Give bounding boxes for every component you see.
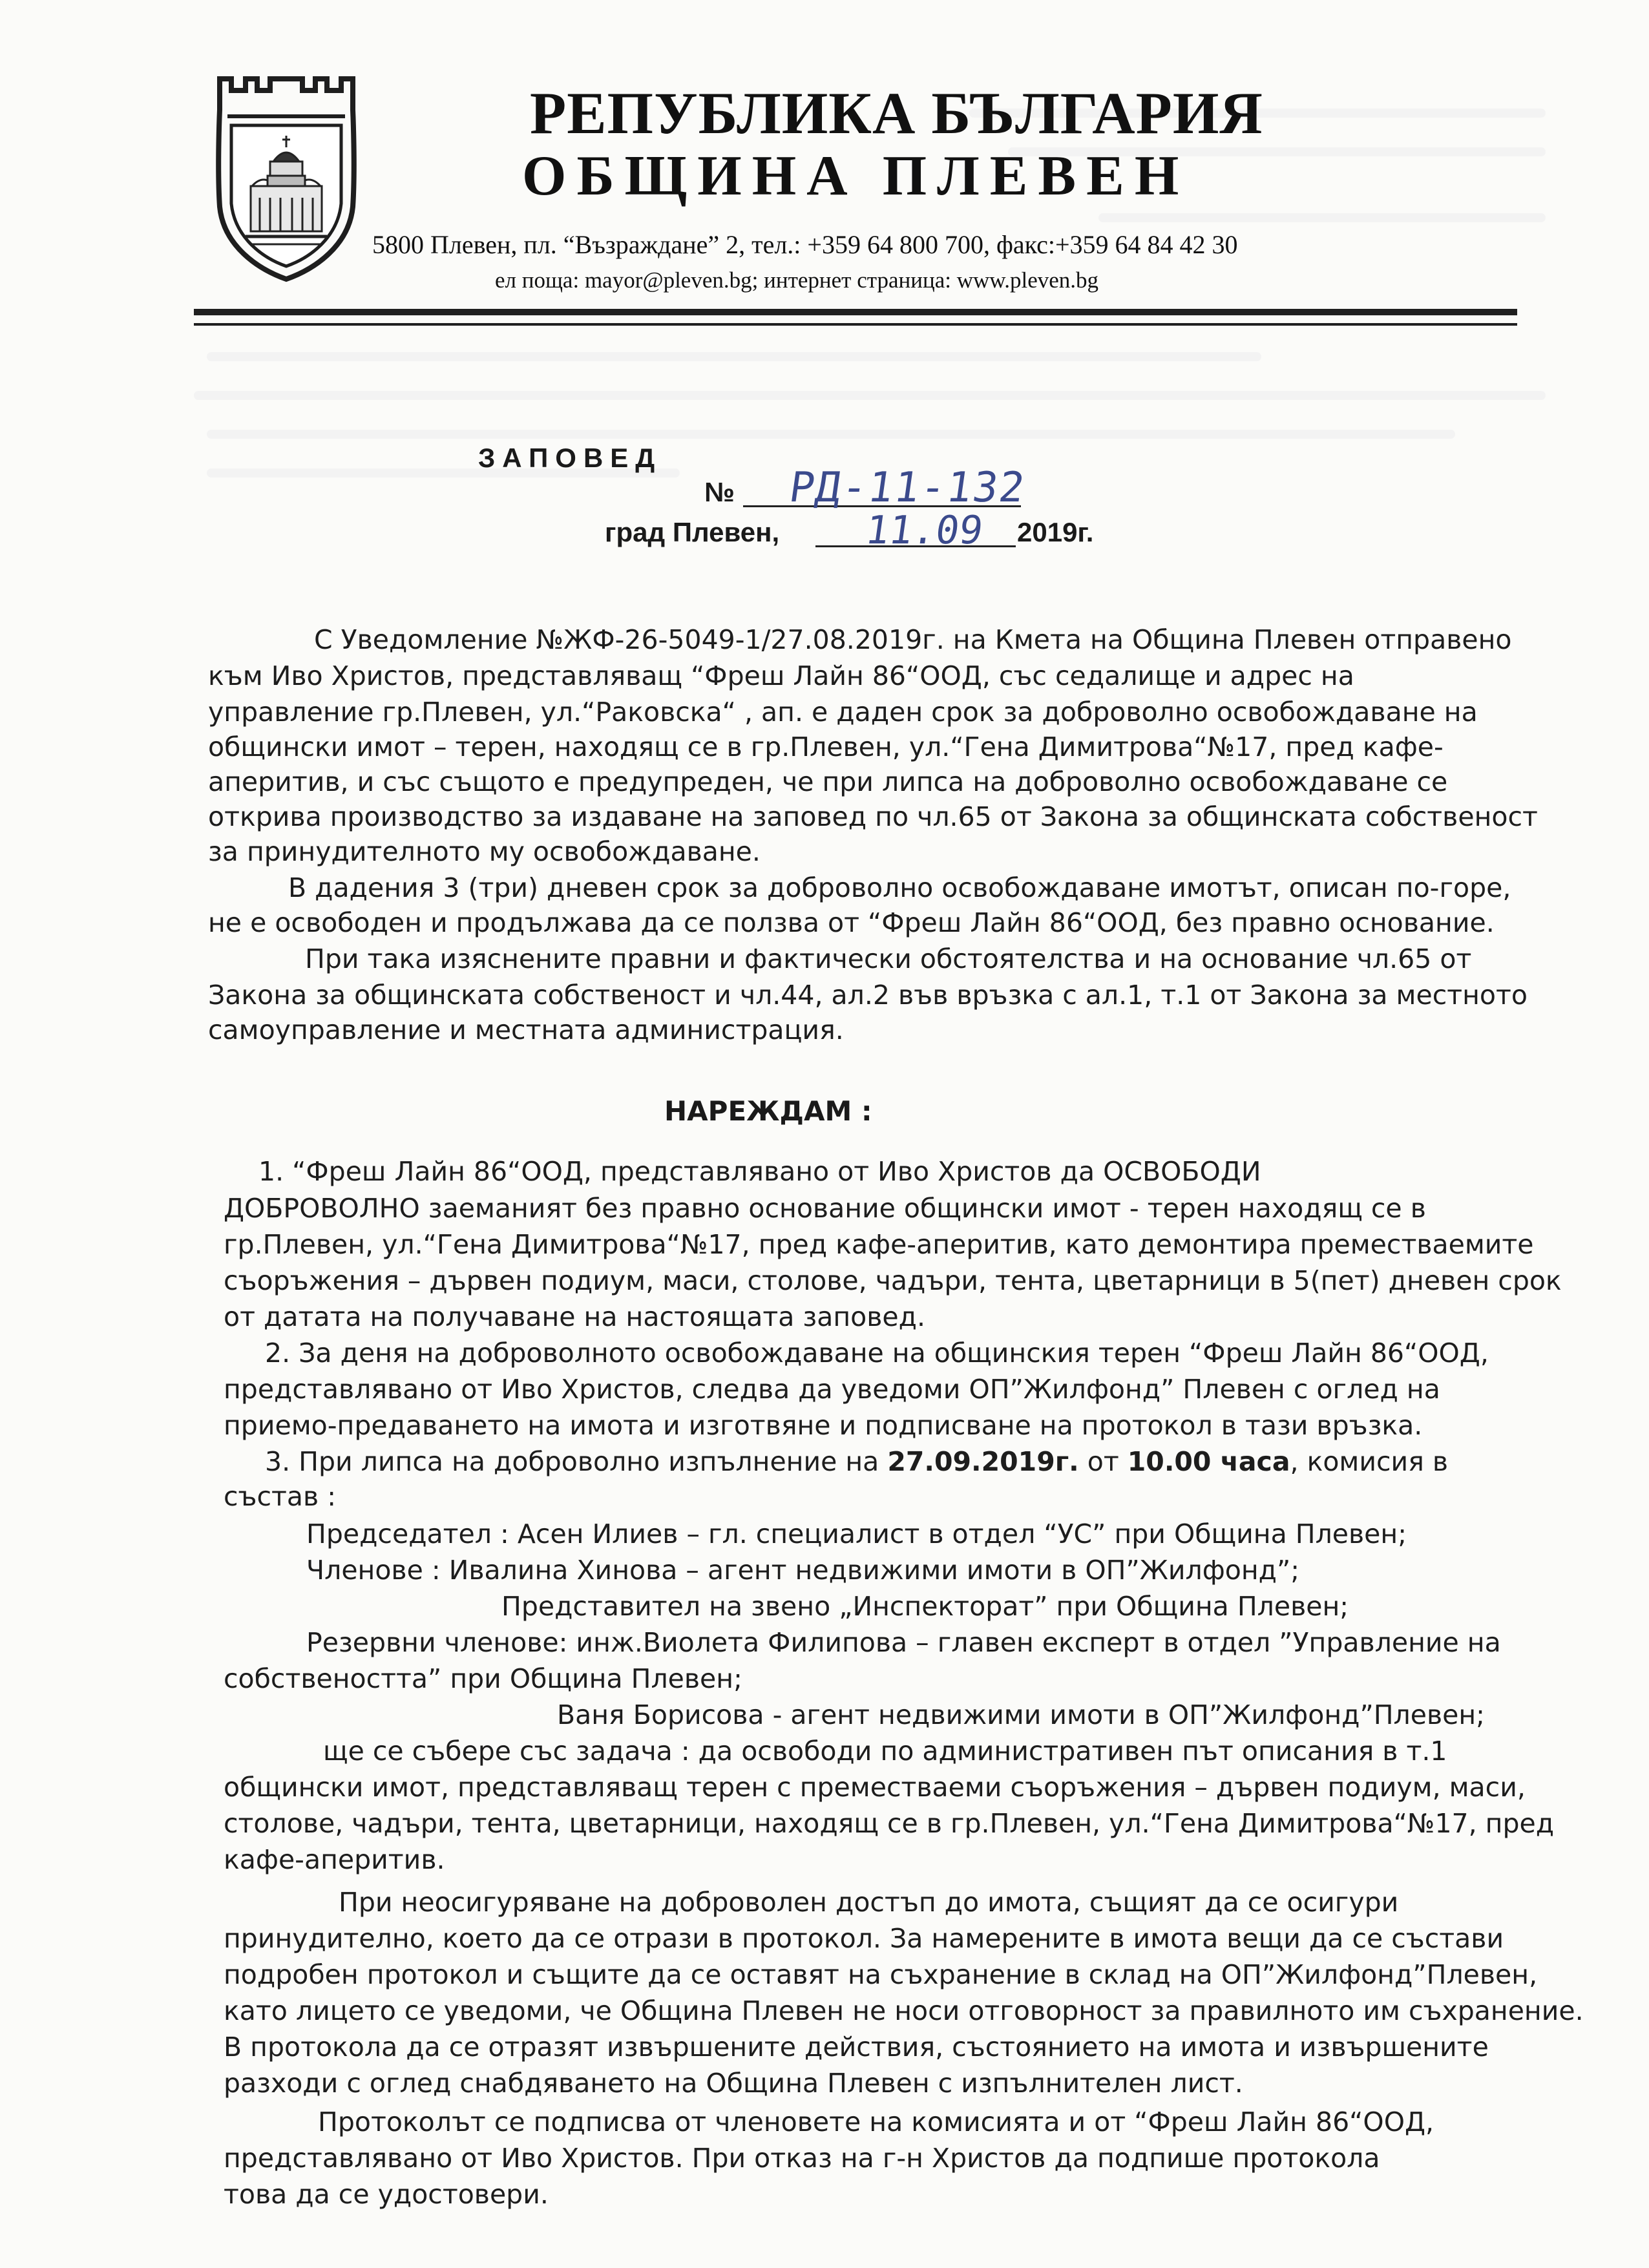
preamble-line: управление гр.Плевен, ул.“Раковска“ , ап. е даден срок за доброволно освобождаване на — [208, 697, 1478, 728]
preamble-line: не е освободен и продължава да се ползва от “Фреш Лайн 86“ООД, без правно основание. — [208, 907, 1495, 938]
commission-line: Председател : Асен Илиев – гл. специалист в отдел “УС” при Община Плевен; — [306, 1518, 1407, 1549]
bleed-through-line — [1098, 213, 1546, 222]
order-point-line: приемо-предаването на имота и изготвяне и подписване на протокол в тази връзка. — [224, 1410, 1423, 1441]
access-line: като лицето се уведоми, че Община Плевен не носи отговорност за правилното им съхранение. — [224, 1995, 1584, 2026]
access-line: подробен протокол и същите да се оставят на съхранение в склад на ОП”Жилфонд”Плевен, — [224, 1959, 1538, 1990]
order-point-line: от датата на получаване на настоящата заповед. — [224, 1301, 925, 1332]
preamble-line: към Иво Христов, представляващ “Фреш Лайн 86“ООД, със седалище и адрес на — [208, 660, 1354, 691]
protocol-line: представлявано от Иво Христов. При отказ на г-н Христов да подпише протокола — [224, 2143, 1380, 2174]
commission-line: Членове : Ивалина Хинова – агент недвижими имоти в ОП”Жилфонд”; — [306, 1555, 1300, 1586]
protocol-line: Протоколът се подписва от членовете на комисията и от “Фреш Лайн 86“ООД, — [318, 2106, 1434, 2137]
pleven-coat-of-arms-icon — [205, 71, 367, 284]
point3-time: 10.00 часа — [1127, 1446, 1290, 1477]
access-line: принудително, което да се отрази в протокол. За намерените в имота вещи да се състави — [224, 1923, 1504, 1954]
task-line: ще се събере със задача : да освободи по административен път описания в т.1 — [323, 1736, 1447, 1767]
order-point-line: съоръжения – дървен подиум, маси, столове, чадъри, тента, цветарници в 5(пет) дневен срок — [224, 1265, 1562, 1296]
point3-date: 27.09.2019г. — [887, 1446, 1079, 1477]
point3-text-c: , комисия в — [1290, 1446, 1449, 1477]
letterhead-divider-thin — [194, 323, 1517, 326]
document-title: ЗАПОВЕД — [478, 443, 662, 473]
orders-heading: НАРЕЖДАМ : — [664, 1095, 872, 1127]
letterhead-municipality: ОБЩИНА ПЛЕВЕН — [522, 145, 1190, 207]
preamble-line: общински имот – терен, находящ се в гр.Плевен, ул.“Гена Димитрова“№17, пред кафе- — [208, 731, 1444, 762]
access-line: В протокола да се отразят извършените действия, състоянието на имота и извършените — [224, 2032, 1489, 2063]
letterhead-address: 5800 Плевен, пл. “Възраждане” 2, тел.: +359 64 800 700, факс:+359 64 84 42 30 — [372, 230, 1238, 259]
preamble-line: В дадения 3 (три) дневен срок за доброволно освобождаване имотът, описан по-горе, — [288, 872, 1511, 903]
order-number-handwritten: РД-11-132 — [786, 464, 1029, 512]
task-line: общински имот, представляващ терен с преместваеми съоръжения – дървен подиум, маси, — [224, 1772, 1526, 1803]
commission-line: собствеността” при Община Плевен; — [224, 1663, 742, 1694]
order-place-label: град Плевен, — [605, 517, 780, 547]
order-point-line: ДОБРОВОЛНО заеманият без правно основание общински имот - терен находящ се в — [224, 1193, 1426, 1224]
order-date-handwritten: 11.09 — [863, 508, 986, 553]
preamble-line: Закона за общинската собственост и чл.44, ал.2 във връзка с ал.1, т.1 от Закона за местното — [208, 980, 1528, 1011]
preamble-line: аперитив, и със същото е предупреден, че при липса на доброволно освобождаване се — [208, 766, 1448, 797]
bleed-through-line — [194, 391, 1546, 400]
preamble-line: за принудителното му освобождаване. — [208, 836, 761, 867]
preamble-line: открива производство за издаване на заповед по чл.65 от Закона за общинската собственост — [208, 801, 1538, 832]
order-point-line: 1. “Фреш Лайн 86“ООД, представлявано от Иво Христов да ОСВОБОДИ — [258, 1156, 1261, 1187]
task-line: кафе-аперитив. — [224, 1844, 445, 1875]
order-point-line: гр.Плевен, ул.“Гена Димитрова“№17, пред кафе-аперитив, като демонтира преместваемите — [224, 1229, 1534, 1260]
letterhead-country: РЕПУБЛИКА БЪЛГАРИЯ — [530, 80, 1263, 146]
order-number-label: № — [704, 477, 735, 507]
order-point-line: представлявано от Иво Христов, следва да уведоми ОП”Жилфонд” Плевен с оглед на — [224, 1374, 1440, 1405]
task-line: столове, чадъри, тента, цветарници, находящ се в гр.Плевен, ул.“Гена Димитрова“№17, пред — [224, 1808, 1555, 1839]
protocol-line: това да се удостовери. — [224, 2179, 549, 2210]
order-point-line — [265, 1444, 1448, 1480]
point3-text-b: от — [1078, 1446, 1128, 1477]
point3-text-a: 3. При липса на доброволно изпълнение на — [265, 1446, 888, 1477]
order-point-line: състав : — [224, 1481, 337, 1512]
access-line: разходи с оглед снабдяването на Община Плевен с изпълнителен лист. — [224, 2068, 1243, 2099]
letterhead-divider — [194, 309, 1517, 315]
preamble-line: С Уведомление №ЖФ-26-5049-1/27.08.2019г. на Кмета на Община Плевен отправено — [314, 624, 1512, 655]
preamble-line: При така изяснените правни и фактически обстоятелства и на основание чл.65 от — [305, 943, 1472, 974]
letterhead-contact: ел поща: mayor@pleven.bg; интернет страница: www.pleven.bg — [495, 268, 1099, 293]
order-year: 2019г. — [1017, 517, 1094, 547]
commission-line: Ваня Борисова - агент недвижими имоти в ОП”Жилфонд”Плевен; — [557, 1699, 1485, 1730]
bleed-through-line — [207, 352, 1261, 361]
preamble-line: самоуправление и местната администрация. — [208, 1014, 844, 1045]
commission-line: Представител на звено „Инспекторат” при Община Плевен; — [501, 1591, 1349, 1622]
bleed-through-line — [207, 430, 1455, 439]
commission-line: Резервни членове: инж.Виолета Филипова – главен експерт в отдел ”Управление на — [306, 1627, 1501, 1658]
order-point-line: 2. За деня на доброволното освобождаване на общинския терен “Фреш Лайн 86“ООД, — [265, 1338, 1489, 1369]
access-line: При неосигуряване на доброволен достъп до имота, същият да се осигури — [339, 1887, 1399, 1918]
